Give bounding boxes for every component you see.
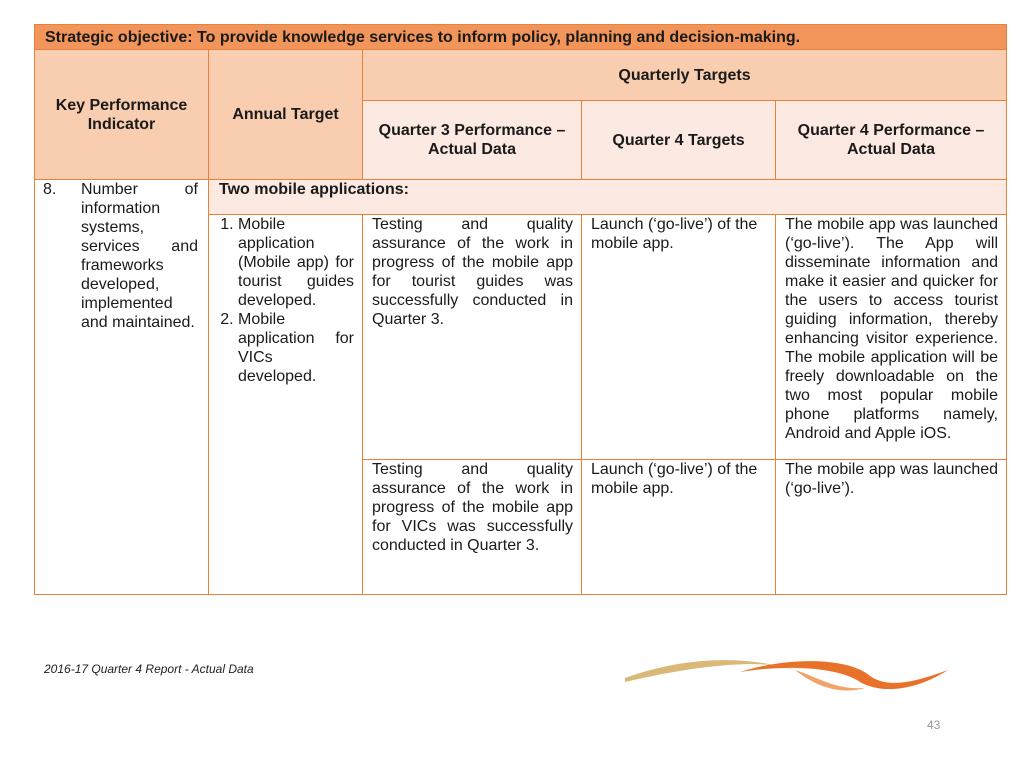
header-q4-targets: Quarter 4 Targets bbox=[582, 101, 776, 180]
q4-target-cell: Launch (‘go-live’) of the mobile app. bbox=[582, 460, 776, 595]
q3-performance-cell: Testing and quality assurance of the work in progress of the mobile app for tourist guides was successfully conducted in Quarter 3. bbox=[363, 215, 582, 460]
q3-performance-cell: Testing and quality assurance of the work in progress of the mobile app for VICs was successfully conducted in Quarter 3. bbox=[363, 460, 582, 595]
q4-target-cell: Launch (‘go-live’) of the mobile app. bbox=[582, 215, 776, 460]
logo-orange-swoosh bbox=[740, 661, 948, 689]
header-annual-target: Annual Target bbox=[209, 50, 363, 180]
q4-performance-cell: The mobile app was launched (‘go-live’). bbox=[776, 460, 1007, 595]
performance-table bbox=[34, 24, 1007, 595]
annual-target-item: 1. Mobile application (Mobile app) for tourist guides developed. bbox=[238, 215, 354, 310]
kpi-text: Number of information systems, services and frameworks developed, implemented and maintained. bbox=[81, 181, 198, 331]
header-row-1 bbox=[35, 50, 1007, 101]
target-heading: Two mobile applications: bbox=[209, 180, 1007, 215]
kpi-cell bbox=[35, 180, 209, 595]
q4-performance-cell: The mobile app was launched (‘go-live’). The App will disseminate information and make it easier and quicker for the users to access tourist guiding information, thereby enhancing visitor experience. The mobile application will be freely downloadable on the two most popular mobile phone platforms namely, Android and Apple iOS. bbox=[776, 215, 1007, 460]
header-quarterly-targets: Quarterly Targets bbox=[363, 50, 1007, 101]
logo-gold-swoosh bbox=[625, 660, 795, 682]
annual-target-item: 2. Mobile application for VICs developed. bbox=[238, 310, 354, 386]
annual-target-list bbox=[218, 215, 354, 386]
header-q4-performance: Quarter 4 Performance – Actual Data bbox=[776, 101, 1007, 180]
strategic-objective: Strategic objective: To provide knowledge services to inform policy, planning and decision-making. bbox=[35, 25, 1007, 50]
header-q3-performance: Quarter 3 Performance – Actual Data bbox=[363, 101, 582, 180]
swoosh-logo-icon bbox=[620, 650, 950, 700]
header-kpi: Key Performance Indicator bbox=[35, 50, 209, 180]
kpi-number: 8. bbox=[43, 181, 57, 198]
annual-target-cell bbox=[209, 215, 363, 595]
page-number: 43 bbox=[927, 718, 941, 732]
report-footer-label: 2016-17 Quarter 4 Report - Actual Data bbox=[44, 662, 254, 676]
objective-row bbox=[35, 25, 1007, 50]
target-heading-row bbox=[35, 180, 1007, 215]
